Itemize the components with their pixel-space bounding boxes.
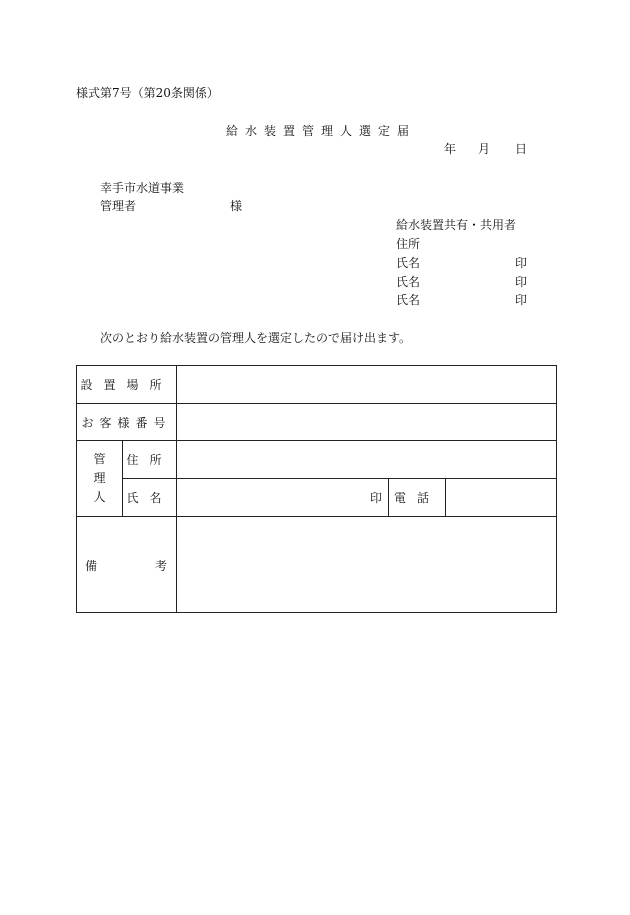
customer-number-label: お客様番号 [77,404,177,441]
manager-char: 管 [93,452,106,466]
applicant-seal-label: 印 [515,293,528,307]
phone-label: 電話 [389,479,446,517]
date-year-label: 年 [444,142,457,156]
date-month-label: 月 [478,142,491,156]
recipient-manager-label: 管理者 [100,199,137,213]
remarks-char: 考 [155,559,168,573]
phone-field[interactable] [446,479,557,517]
applicant-name-label: 氏名 [396,293,421,307]
date-day-label: 日 [515,142,528,156]
applicant-seal-label: 印 [515,275,528,289]
manager-name-label: 氏名 [123,479,177,517]
location-field[interactable] [177,366,557,404]
manager-address-field[interactable] [177,441,557,479]
statement-text: 次のとおり給水装置の管理人を選定したので届け出ます。 [100,331,412,345]
location-label: 設置場所 [77,366,177,404]
form-table [76,365,557,613]
remarks-label [77,517,177,613]
applicant-name-label: 氏名 [396,256,421,270]
row-location [77,366,557,404]
remarks-char: 備 [85,559,98,573]
row-manager-name [77,479,557,517]
recipient-organization: 幸手市水道事業 [100,181,185,195]
applicant-name-label: 氏名 [396,275,421,289]
remarks-field[interactable] [177,517,557,613]
manager-char: 理 [93,471,106,485]
customer-number-field[interactable] [177,404,557,441]
form-number: 様式第7号（第20条関係） [76,86,219,100]
applicant-address-label: 住所 [396,237,421,251]
form-title: 給水装置管理人選定届 [226,124,417,138]
row-customer-number [77,404,557,441]
manager-label [77,441,123,517]
manager-address-label: 住所 [123,441,177,479]
recipient-honorific: 様 [230,199,243,213]
row-remarks [77,517,557,613]
manager-seal-label: 印 [370,491,383,505]
manager-name-field[interactable] [177,479,389,517]
applicant-heading: 給水装置共有・共用者 [396,218,517,232]
row-manager-address [77,441,557,479]
applicant-seal-label: 印 [515,256,528,270]
manager-char: 人 [93,490,106,504]
